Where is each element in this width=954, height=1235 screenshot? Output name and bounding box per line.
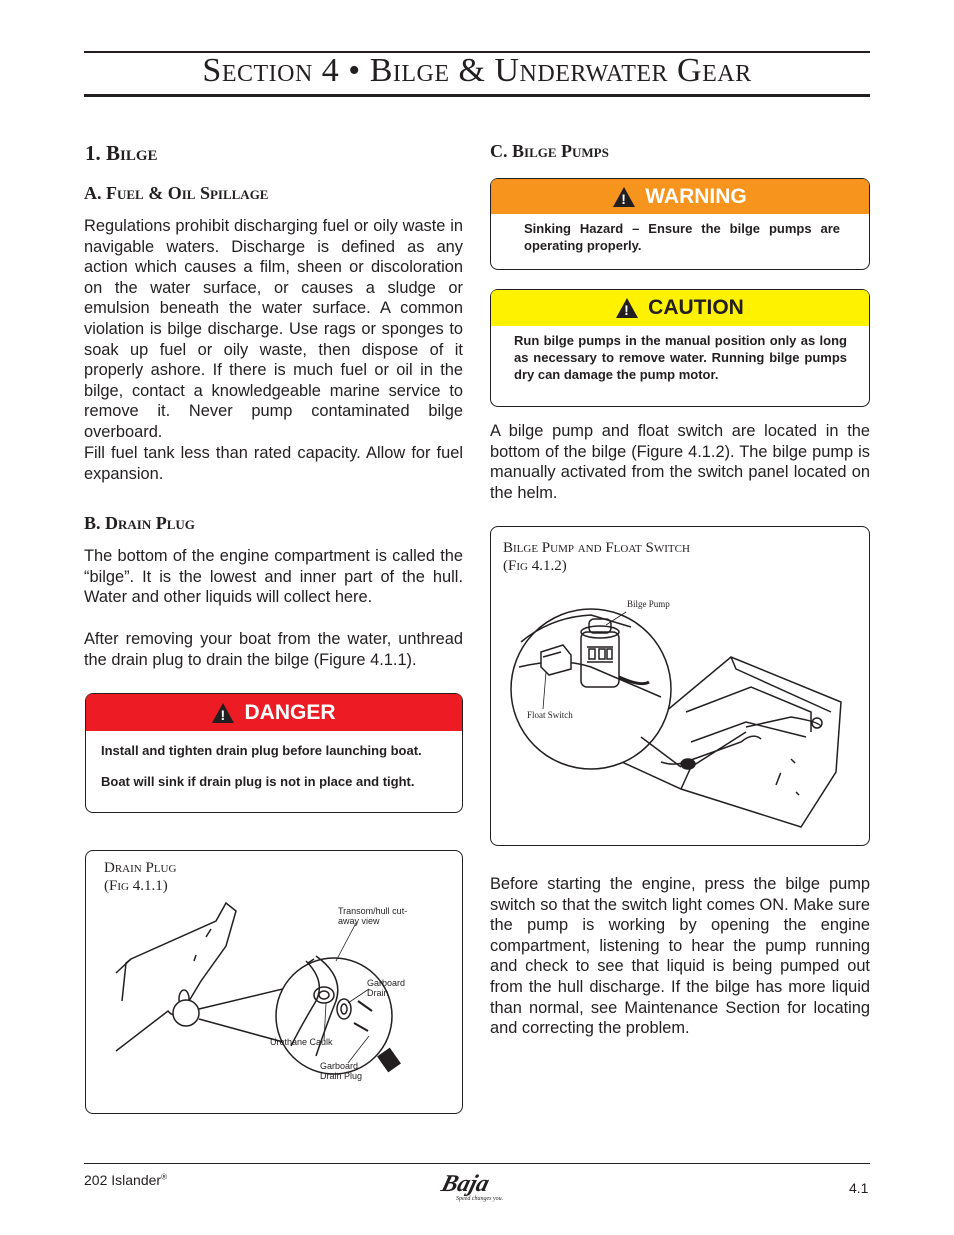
pumps-paragraph-2: Before starting the engine, press the bilge pump switch so that the switch light comes ON. Make sure the pump is working by opening the engine compartment, listening to hear the pump running and check to see that liquid is being pumped out from the hull discharge. If the bilge has more liquid than normal, see Maintenance Section for locating and correcting the problem. xyxy=(490,875,870,1038)
warning-label: WARNING xyxy=(645,184,747,208)
title-bottom-rule xyxy=(84,94,870,97)
fuel-paragraph-1: Regulations prohibit discharging fuel or oily waste in navigable waters. Discharge is defined as any action which causes a film, sheen or discoloration on the water surface, or causes a sludge or emulsion beneath the water surface. A common violation is bilge discharge. Use rags or sponges to soak up fuel or oily waste, then dispose of it properly ashore. If there is much fuel or oil in the bilge, contact a knowledgeable marine service to remove it. Never pump contaminated bilge overboard. xyxy=(84,217,463,441)
warning-triangle-icon: ! xyxy=(616,298,638,318)
figure-caption-title: Drain Plug xyxy=(104,860,177,876)
warning-triangle-icon: ! xyxy=(613,187,635,207)
section-heading: 1. Bilge xyxy=(85,141,158,165)
pumps-heading: C. Bilge Pumps xyxy=(490,141,609,161)
danger-line-2: Boat will sink if drain plug is not in place and tight. xyxy=(101,774,415,789)
fuel-heading: A. Fuel & Oil Spillage xyxy=(84,183,269,203)
danger-line-1: Install and tighten drain plug before launching boat. xyxy=(101,743,422,758)
registered-mark: ® xyxy=(161,1172,167,1182)
fuel-paragraph-2: Fill fuel tank less than rated capacity. Allow for fuel expansion. xyxy=(84,444,463,483)
danger-header xyxy=(86,694,462,731)
drain-paragraph-1: The bottom of the engine compartment is called the “bilge”. It is the lowest and inner part of the hull. Water and other liquids will collect here. xyxy=(84,547,463,607)
label-float-switch: Float Switch xyxy=(527,710,573,720)
label-garboard-drain-plug: Garboard Drain Plug xyxy=(320,1061,363,1081)
footer-model-name: 202 Islander xyxy=(84,1172,162,1188)
footer-model xyxy=(84,1172,167,1188)
footer-page-number: 4.1 xyxy=(849,1180,869,1196)
baja-logo xyxy=(428,1172,532,1208)
figure-caption-title: Bilge Pump and Float Switch xyxy=(503,540,690,556)
logo-wordmark: Baja xyxy=(438,1171,493,1197)
label-transom-view: Transom/hull cut-away view xyxy=(338,906,408,926)
drain-paragraph-2: After removing your boat from the water, unthread the drain plug to drain the bilge (Figure 4.1.1). xyxy=(84,630,463,669)
caution-header xyxy=(491,290,869,326)
caution-label: CAUTION xyxy=(648,296,744,319)
warning-box xyxy=(490,178,870,270)
pumps-paragraph-1: A bilge pump and float switch are located in the bottom of the bilge (Figure 4.1.2). The bilge pump is manually activated from the switch panel located on the helm. xyxy=(490,422,870,502)
caution-box xyxy=(490,289,870,407)
bilge-pump-illustration xyxy=(491,527,869,845)
figure-caption-number: (Fig 4.1.2) xyxy=(503,558,567,574)
caution-text: Run bilge pumps in the manual position only as long as necessary to remove water. Running bilge pumps dry can damage the pump motor. xyxy=(514,333,847,382)
page-title: Section 4 • Bilge & Underwater Gear xyxy=(202,52,752,89)
warning-text: Sinking Hazard – Ensure the bilge pumps are operating properly. xyxy=(524,221,840,253)
figure-caption-number: (Fig 4.1.1) xyxy=(104,878,168,894)
drain-heading: B. Drain Plug xyxy=(84,513,195,533)
label-urethane-caulk: Urethane Caulk xyxy=(270,1037,333,1047)
warning-triangle-icon: ! xyxy=(212,703,234,723)
figure-bilge-pump xyxy=(490,526,870,846)
figure-drain-plug xyxy=(85,850,463,1114)
logo-tagline: Speed changes you. xyxy=(456,1196,504,1202)
label-bilge-pump: Bilge Pump xyxy=(627,599,670,609)
warning-header xyxy=(491,179,869,214)
label-garboard-drain: Garboard Drain xyxy=(367,978,406,998)
danger-label: DANGER xyxy=(244,700,336,724)
danger-box xyxy=(85,693,463,813)
footer-rule xyxy=(84,1163,870,1164)
